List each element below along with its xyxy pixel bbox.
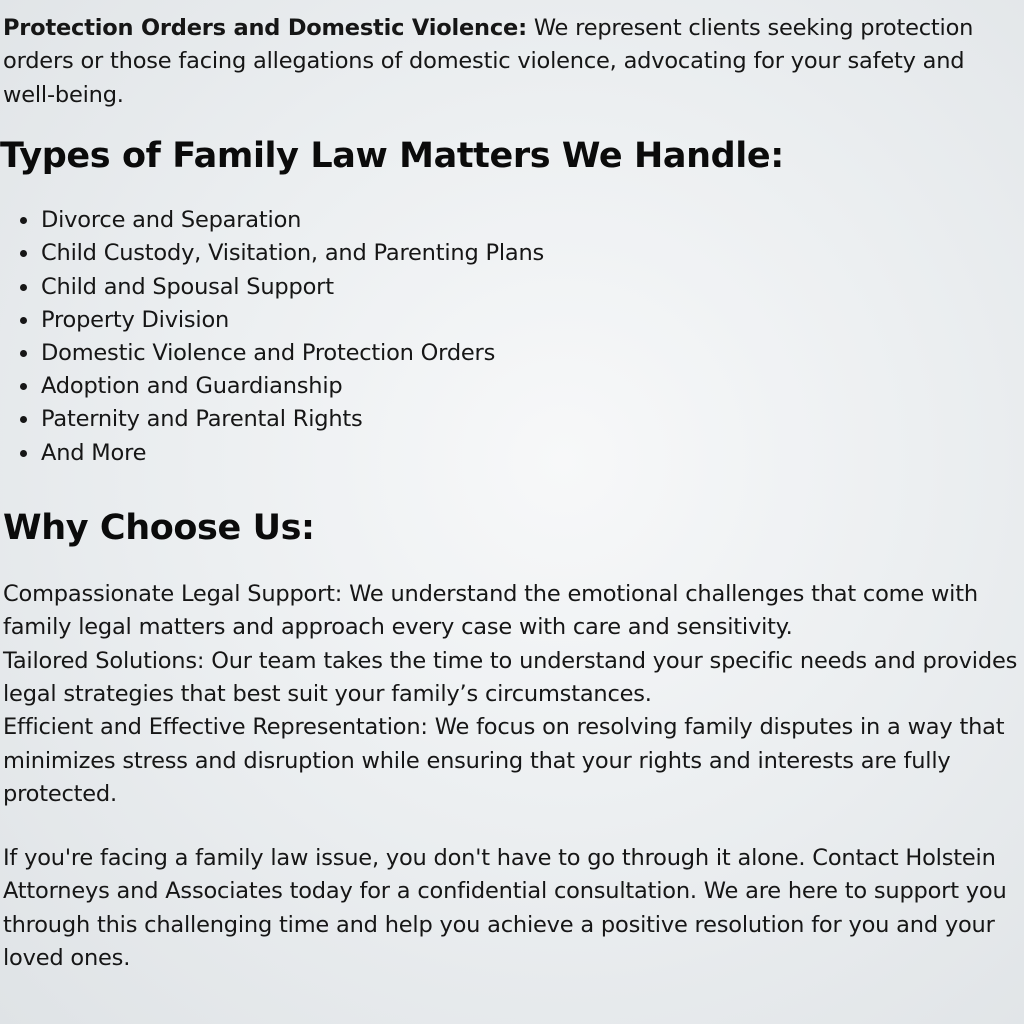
why-choose-us-points [3, 578, 1021, 812]
list-item: Paternity and Parental Rights [19, 403, 1021, 436]
list-item: Property Division [19, 304, 1021, 337]
protection-orders-label: Protection Orders and Domestic Violence: [3, 15, 527, 41]
list-item: Child and Spousal Support [19, 271, 1021, 304]
why-choose-us-heading: Why Choose Us: [3, 507, 315, 548]
protection-orders-paragraph [3, 12, 1021, 112]
list-item: Domestic Violence and Protection Orders [19, 337, 1021, 370]
list-item: Divorce and Separation [19, 204, 1021, 237]
matters-list [3, 204, 1021, 470]
list-item: And More [19, 437, 1021, 470]
protection-orders-text: We represent clients seeking protection orders or those facing allegations of domestic violence, advocating for your safety and well-being. [3, 15, 974, 108]
why-point: Compassionate Legal Support: We understand the emotional challenges that come with family legal matters and approach every case with care and sensitivity. [3, 580, 978, 641]
page-content [0, 12, 1021, 975]
types-heading: Types of Family Law Matters We Handle: [0, 136, 784, 177]
list-item: Adoption and Guardianship [19, 370, 1021, 403]
why-point: Tailored Solutions: Our team takes the time to understand your specific needs and provides legal strategies that best suit your family’s circumstances. [3, 647, 1018, 708]
closing-paragraph: If you're facing a family law issue, you don't have to go through it alone. Contact Holstein Attorneys and Associates today for a confidential consultation. We are here to support you through this challenging time and help you achieve a positive resolution for you and your loved ones. [3, 844, 1007, 971]
why-point: Efficient and Effective Representation: We focus on resolving family disputes in a way that minimizes stress and disruption while ensuring that your rights and interests are fully protected. [3, 714, 1005, 808]
list-item: Child Custody, Visitation, and Parenting Plans [19, 237, 1021, 270]
